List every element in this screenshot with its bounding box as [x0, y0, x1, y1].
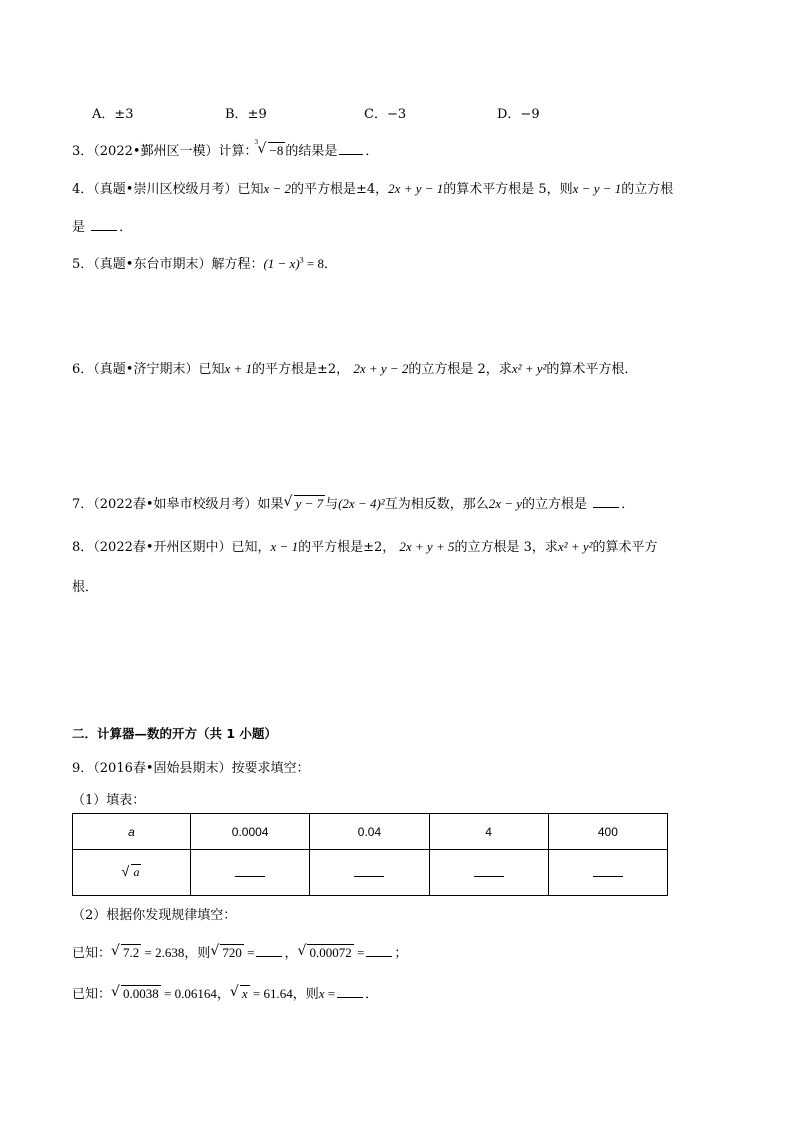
question-9: 9．（2016春•固始县期末）按要求填空： — [72, 761, 310, 776]
table-cell: √ a — [73, 850, 191, 896]
question-8-line2: 根． — [72, 580, 99, 595]
question-3: 3．（2022•鄞州区一模）计算： 3 √ −8 的结果是 ． — [72, 138, 379, 159]
option-a: A．±3 — [92, 107, 134, 122]
answer-blank[interactable] — [339, 142, 363, 155]
table-cell[interactable] — [548, 850, 667, 896]
table-cell: 0.0004 — [190, 814, 309, 850]
table-cell[interactable] — [190, 850, 309, 896]
option-c: C．−3 — [364, 107, 407, 122]
answer-blank[interactable] — [593, 866, 623, 877]
fill-table — [72, 813, 668, 896]
question-7: 7．（2022春•如皋市校级月考）如果 √ y − 7 与(2x − 4)²互为相反数，那么2x − y的立方根是 ． — [72, 494, 635, 512]
question-4: 4．（真题•崇川区校级月考）已知x − 2的平方根是±4，2x + y − 1的算术平方根是 5，则x − y − 1的立方根 — [72, 181, 674, 197]
question-9-part1: （1）填表： — [72, 793, 146, 808]
question-8: 8．（2022春•开州区期中）已知，x − 1的平方根是±2， 2x + y + 5的立方根是 3，求x² + y²的算术平方 — [72, 539, 658, 555]
answer-blank[interactable] — [235, 866, 265, 877]
answer-blank[interactable] — [366, 944, 392, 957]
answer-blank[interactable] — [256, 944, 282, 957]
table-cell: 400 — [548, 814, 667, 850]
table-row — [73, 814, 668, 850]
question-9-line2: 已知： √ 0.0038 = 0.06164， √ x = 61.64，则x = ． — [72, 984, 379, 1002]
answer-blank[interactable] — [337, 985, 363, 998]
table-cell[interactable] — [310, 850, 429, 896]
table-cell: 0.04 — [310, 814, 429, 850]
table-cell: a — [73, 814, 191, 850]
question-9-part2: （2）根据你发现规律填空： — [72, 908, 237, 923]
square-root: √ y − 7 — [283, 494, 324, 511]
question-5: 5．（真题•东台市期末）解方程：$(1 - x)^3 = 8$． — [72, 255, 338, 272]
option-d: D．−9 — [497, 107, 540, 122]
table-row — [73, 850, 668, 896]
option-b: B．±9 — [225, 107, 267, 122]
answer-blank[interactable] — [354, 866, 384, 877]
answer-blank[interactable] — [91, 218, 117, 231]
table-cell: 4 — [429, 814, 548, 850]
cube-root: 3 √ −8 — [254, 138, 284, 158]
question-4-line2: 是 ． — [72, 220, 133, 235]
question-6: 6．（真题•济宁期末）已知x + 1的平方根是±2， 2x + y − 2的立方根是 2，求x² + y²的算术平方根． — [72, 361, 638, 377]
section-title: 二．计算器—数的开方（共 1 小题） — [72, 726, 277, 741]
question-9-line1: 已知： √ 7.2 = 2.638，则 √ 720 = ， √ 0.00072 = ； — [72, 943, 408, 961]
table-cell[interactable] — [429, 850, 548, 896]
answer-blank[interactable] — [593, 495, 619, 508]
answer-blank[interactable] — [474, 866, 504, 877]
